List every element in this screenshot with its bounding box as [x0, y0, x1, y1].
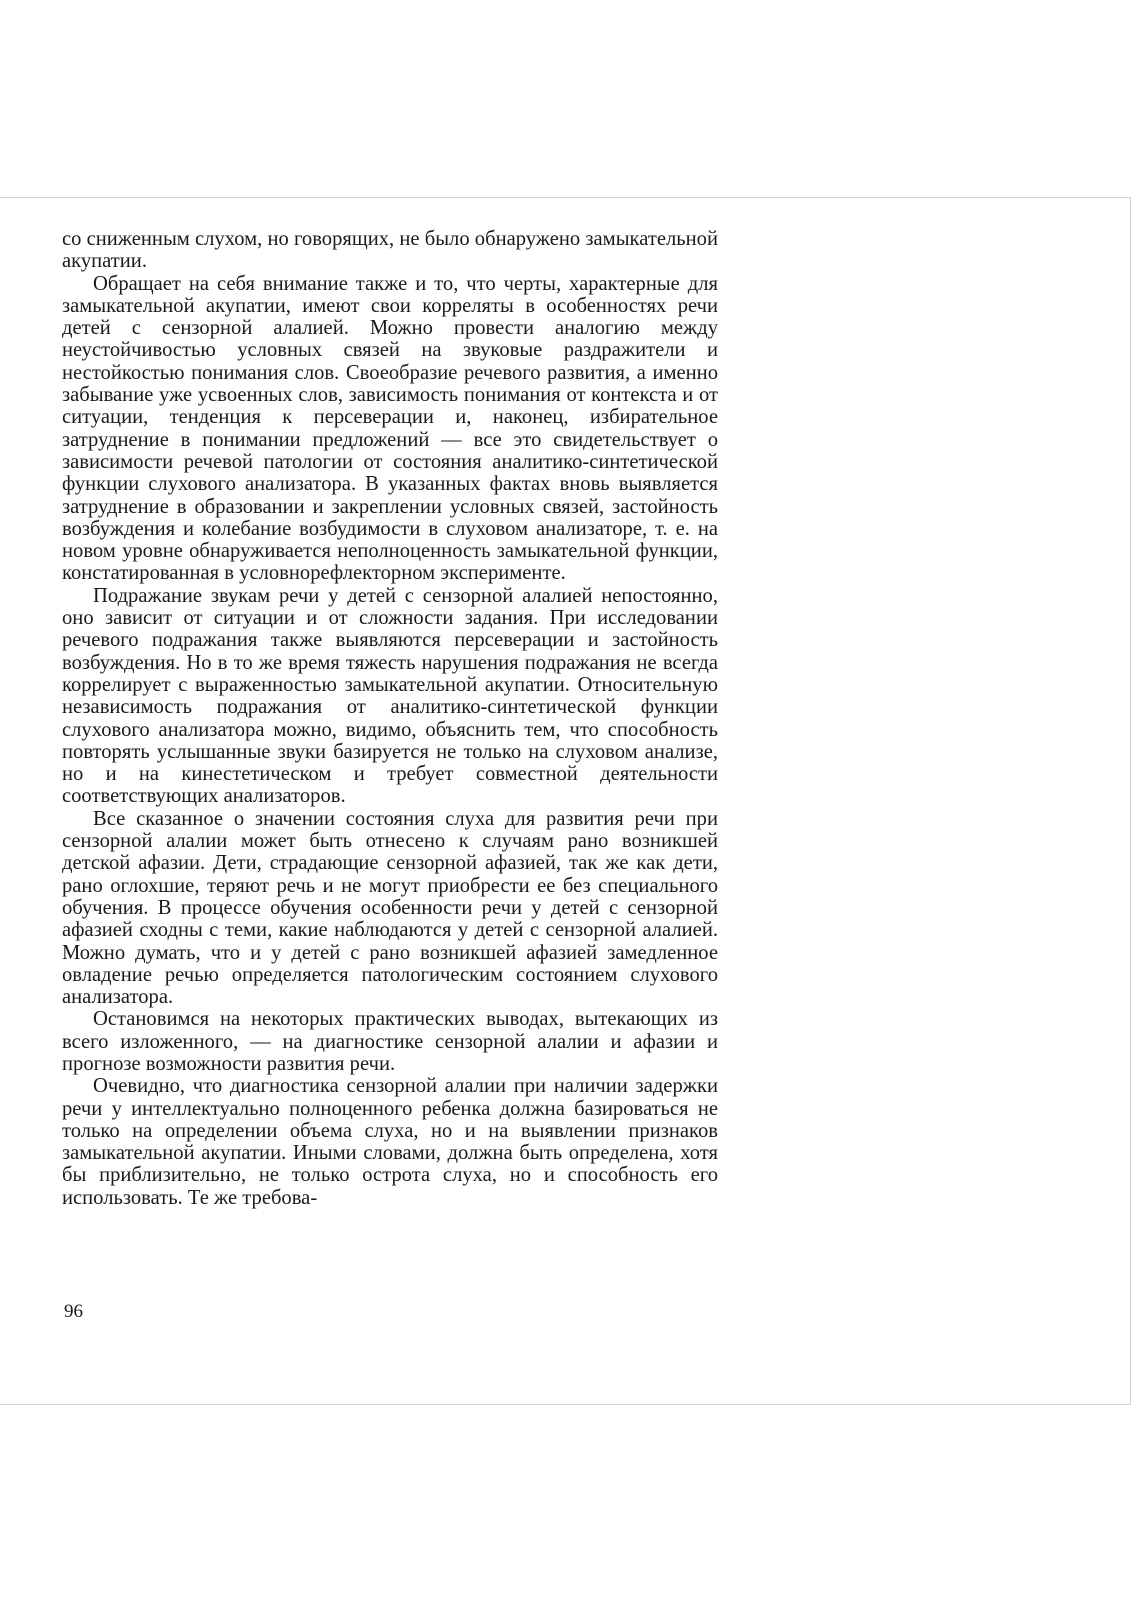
paragraph-2: Обращает на себя внимание также и то, что черты, характерные для замыкательной акупатии, имеют свои корреляты в особенностях речи детей с сензорной алалией. Можно провести аналогию между неустойчивостью условных связей на звуковые раздражители и нестойкостью понимания слов. Своеобразие речевого развития, а именно забывание уже усвоенных слов, зависимость понимания от контекста и от ситуации, тенденция к персеверации и, наконец, избирательное затруднение в понимании предложений — все это свидетельствует о зависимости речевой патологии от состояния аналитико-синтетической функции слухового анализатора. В указанных фактах вновь выявляется затруднение в образовании и закреплении условных связей, застойность возбуждения и колебание возбудимости в слуховом анализаторе, т. е. на новом уровне обнаруживается неполноценность замыкательной функции, констатированная в условнорефлекторном эксперименте.: [62, 272, 718, 585]
book-page: [0, 197, 1131, 1405]
paragraph-6: Очевидно, что диагностика сензорной алалии при наличии задержки речи у интеллектуально полноценного ребенка должна базироваться не только на определении объема слуха, но и на выявлении признаков замыкательной акупатии. Иными словами, должна быть определена, хотя бы приблизительно, не только острота слуха, но и способность его использовать. Те же требова-: [62, 1075, 718, 1209]
page-number: 96: [64, 1301, 83, 1322]
paragraph-1: со сниженным слухом, но говорящих, не было обнаружено замыкательной акупатии.: [62, 228, 718, 273]
paragraph-3: Подражание звукам речи у детей с сензорной алалией непостоянно, оно зависит от ситуации и от сложности задания. При исследовании речевого подражания также выявляются персеверации и застойность возбуждения. Но в то же время тяжесть нарушения подражания не всегда коррелирует с выраженностью замыкательной акупатии. Относительную независимость подражания от аналитико-синтетической функции слухового анализатора можно, видимо, объяснить тем, что способность повторять услышанные звуки базируется не только на слуховом анализе, но и на кинестетическом и требует совместной деятельности соответствующих анализаторов.: [62, 584, 718, 808]
body-text: [62, 228, 718, 1209]
paragraph-5: Остановимся на некоторых практических выводах, вытекающих из всего изложенного, — на диагностике сензорной алалии и афазии и прогнозе возможности развития речи.: [62, 1008, 718, 1075]
paragraph-4: Все сказанное о значении состояния слуха для развития речи при сензорной алалии может быть отнесено к случаям рано возникшей детской афазии. Дети, страдающие сензорной афазией, так же как дети, рано оглохшие, теряют речь и не могут приобрести ее без специального обучения. В процессе обучения особенности речи у детей с сензорной афазией сходны с теми, какие наблюдаются у детей с сензорной алалией. Можно думать, что и у детей с рано возникшей афазией замедленное овладение речью определяется патологическим состоянием слухового анализатора.: [62, 807, 718, 1009]
